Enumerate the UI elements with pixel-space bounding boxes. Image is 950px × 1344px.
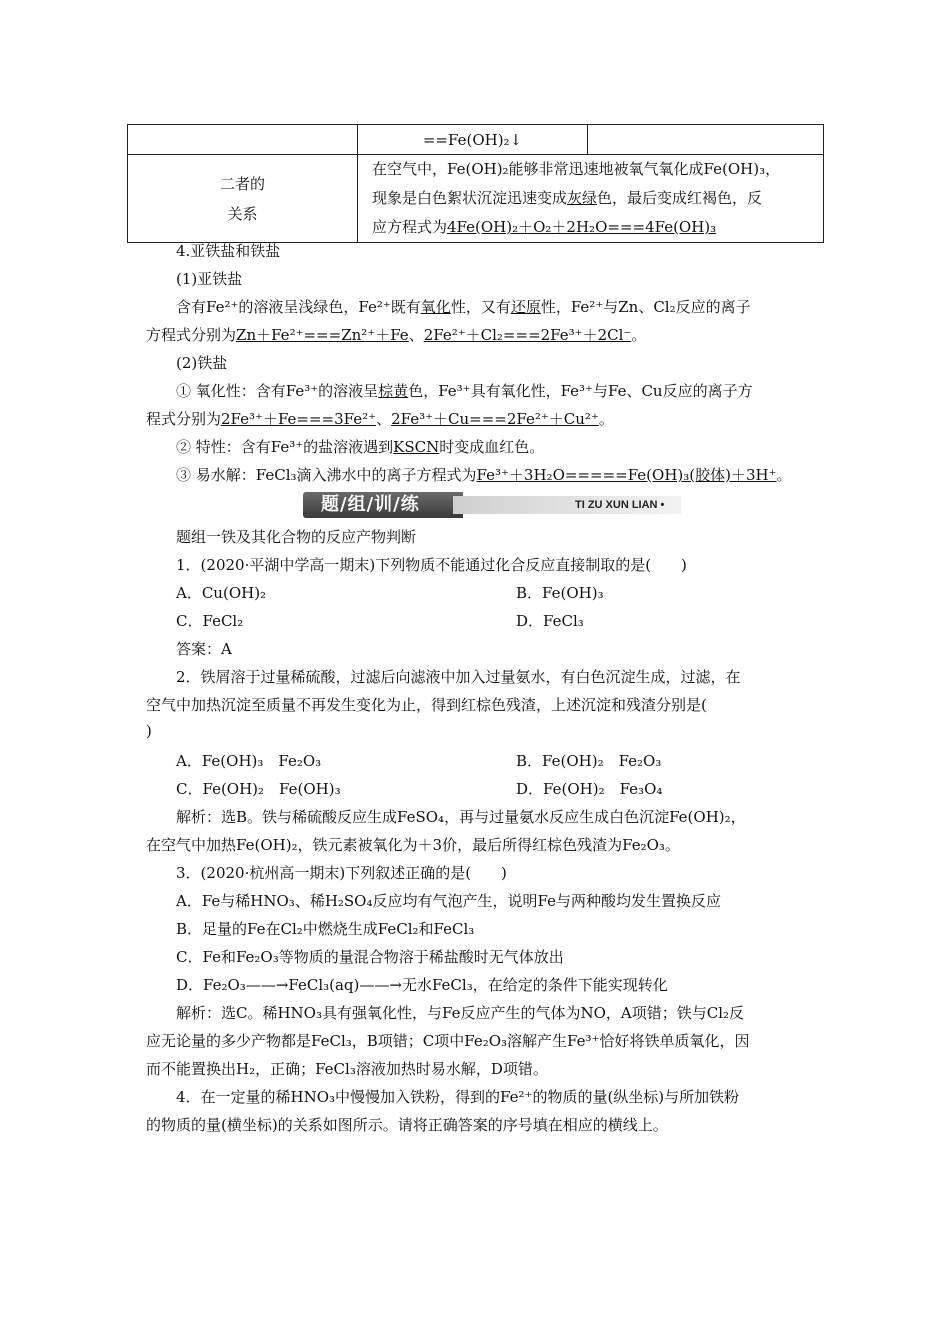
option-d: D．Fe(OH)₂ Fe₃O₄	[516, 780, 663, 798]
text: 应方程式为	[372, 218, 448, 236]
paragraph-line	[176, 436, 544, 457]
paragraph-line	[146, 408, 614, 429]
explanation: 解析：选B。铁与稀硫酸反应生成FeSO₄，再与过量氨水反应生成白色沉淀Fe(OH)₂，	[176, 808, 746, 826]
table-cell	[588, 125, 824, 155]
question-stem: 1．(2020·平湖中学高一期末)下列物质不能通过化合反应直接制取的是( )	[176, 556, 687, 574]
answer-blank: 棕黄	[378, 382, 409, 400]
explanation: 而不能置换出H₂，正确；FeCl₃溶液加热时易水解，D项错。	[146, 1060, 548, 1078]
table-cell	[128, 125, 358, 155]
question-stem: )	[146, 722, 152, 740]
option-a: A．Fe(OH)₃ Fe₂O₃	[176, 752, 322, 770]
option-b: B．足量的Fe在Cl₂中燃烧生成FeCl₂和FeCl₃	[176, 920, 475, 938]
question-stem: 3．(2020·杭州高一期末)下列叙述正确的是( )	[176, 864, 507, 882]
option-c: C．FeCl₂	[176, 612, 244, 630]
option-b: B．Fe(OH)₃	[516, 584, 604, 602]
text: 、	[408, 326, 424, 344]
property-table	[127, 124, 824, 243]
text: 、	[376, 410, 392, 428]
banner-subtitle: TI ZU XUN LIAN •	[575, 499, 665, 511]
answer-blank: 4Fe(OH)₂＋O₂＋2H₂O===4Fe(OH)₃	[447, 218, 717, 236]
option-d: D．Fe₂O₃——→FeCl₃(aq)——→无水FeCl₃，在给定的条件下能实现转化	[176, 976, 668, 994]
text: 性，Fe²⁺与Zn、Cl₂反应的离子	[540, 298, 751, 316]
question-stem: 4．在一定量的稀HNO₃中慢慢加入铁粉，得到的Fe²⁺的物质的量(纵坐标)与所加铁粉	[176, 1088, 740, 1106]
answer-blank: 氧化	[420, 298, 451, 316]
question-stem: 空气中加热沉淀至质量不再发生变化为止，得到红棕色残渣，上述沉淀和残渣分别是(	[146, 696, 707, 714]
option-c: C．Fe和Fe₂O₃等物质的量混合物溶于稀盐酸时无气体放出	[176, 948, 564, 966]
practice-banner	[303, 492, 683, 518]
answer-blank: 灰绿	[567, 189, 598, 207]
text: ② 特性：含有Fe³⁺的盐溶液遇到	[176, 438, 394, 456]
option-a: A．Cu(OH)₂	[176, 584, 267, 602]
text: ① 氧化性：含有Fe³⁺的溶液呈	[176, 382, 379, 400]
text: 时变成血红色。	[439, 438, 545, 456]
text: 。	[776, 466, 792, 484]
text: 程式分别为	[146, 410, 222, 428]
group-heading: 题组一铁及其化合物的反应产物判断	[176, 528, 417, 546]
paragraph-line	[146, 324, 646, 345]
question-stem: 2．铁屑溶于过量稀硫酸，过滤后向滤液中加入过量氨水，有白色沉淀生成，过滤，在	[176, 668, 741, 686]
answer-blank: 2Fe³⁺＋Cu===2Fe²⁺＋Cu²⁺	[391, 410, 599, 428]
text: 。	[631, 326, 647, 344]
text: 含有Fe²⁺的溶液呈浅绿色，Fe²⁺既有	[176, 298, 421, 316]
subheading: (1)亚铁盐	[176, 270, 243, 288]
text: 现象是白色絮状沉淀迅速变成	[372, 189, 568, 207]
text-line	[372, 184, 811, 213]
answer-blank: 还原	[510, 298, 541, 316]
answer-blank: KSCN	[393, 438, 440, 456]
subheading: (2)铁盐	[176, 354, 228, 372]
text: ③ 易水解：FeCl₃滴入沸水中的离子方程式为	[176, 466, 477, 484]
table-cell	[358, 125, 588, 155]
text: 色，Fe³⁺具有氧化性，Fe³⁺与Fe、Cu反应的离子方	[408, 382, 753, 400]
explanation: 在空气中加热Fe(OH)₂，铁元素被氧化为＋3价，最后所得红棕色残渣为Fe₂O₃。	[146, 836, 680, 854]
explanation: 解析：选C。稀HNO₃具有强氧化性，与Fe反应产生的气体为NO，A项错；铁与Cl₂反	[176, 1004, 745, 1022]
answer: 答案：A	[176, 640, 232, 658]
question-stem: 的物质的量(横坐标)的关系如图所示。请将正确答案的序号填在相应的横线上。	[146, 1116, 668, 1134]
paragraph-line	[176, 296, 751, 317]
paragraph-line	[176, 380, 753, 401]
answer-blank: 2Fe²⁺＋Cl₂===2Fe³⁺＋2Cl⁻	[423, 326, 632, 344]
answer-blank: 2Fe³⁺＋Fe===3Fe²⁺	[221, 410, 377, 428]
explanation: 应无论量的多少产物都是FeCl₃，B项错；C项中Fe₂O₃溶解产生Fe³⁺恰好将铁单质氧化，因	[146, 1032, 750, 1050]
option-b: B．Fe(OH)₂ Fe₂O₃	[516, 752, 662, 770]
text: 色，最后变成红褐色，反	[597, 189, 763, 207]
option-d: D．FeCl₃	[516, 612, 584, 630]
label-line: 关系	[227, 204, 258, 223]
answer-blank: Fe³⁺＋3H₂O=====Fe(OH)₃(胶体)＋3H⁺	[476, 466, 777, 484]
section-heading: 4.亚铁盐和铁盐	[176, 242, 281, 260]
text-line: 在空气中，Fe(OH)₂能够非常迅速地被氧气氧化成Fe(OH)₃，	[372, 160, 781, 178]
text: 方程式分别为	[146, 326, 237, 344]
answer-blank: Zn＋Fe²⁺===Zn²⁺＋Fe	[236, 326, 409, 344]
option-a: A．Fe与稀HNO₃、稀H₂SO₄反应均有气泡产生，说明Fe与两种酸均发生置换反应	[176, 892, 721, 910]
equation-fragment: ==Fe(OH)₂↓	[422, 130, 523, 149]
paragraph-line	[176, 464, 792, 485]
table-row-label	[128, 155, 358, 243]
text: 性，又有	[450, 298, 511, 316]
text: 。	[598, 410, 614, 428]
relation-text	[358, 155, 824, 243]
option-c: C．Fe(OH)₂ Fe(OH)₃	[176, 780, 341, 798]
text-line	[372, 213, 811, 242]
label-line: 二者的	[219, 174, 265, 193]
banner-title: 题/组/训/练	[321, 494, 420, 515]
